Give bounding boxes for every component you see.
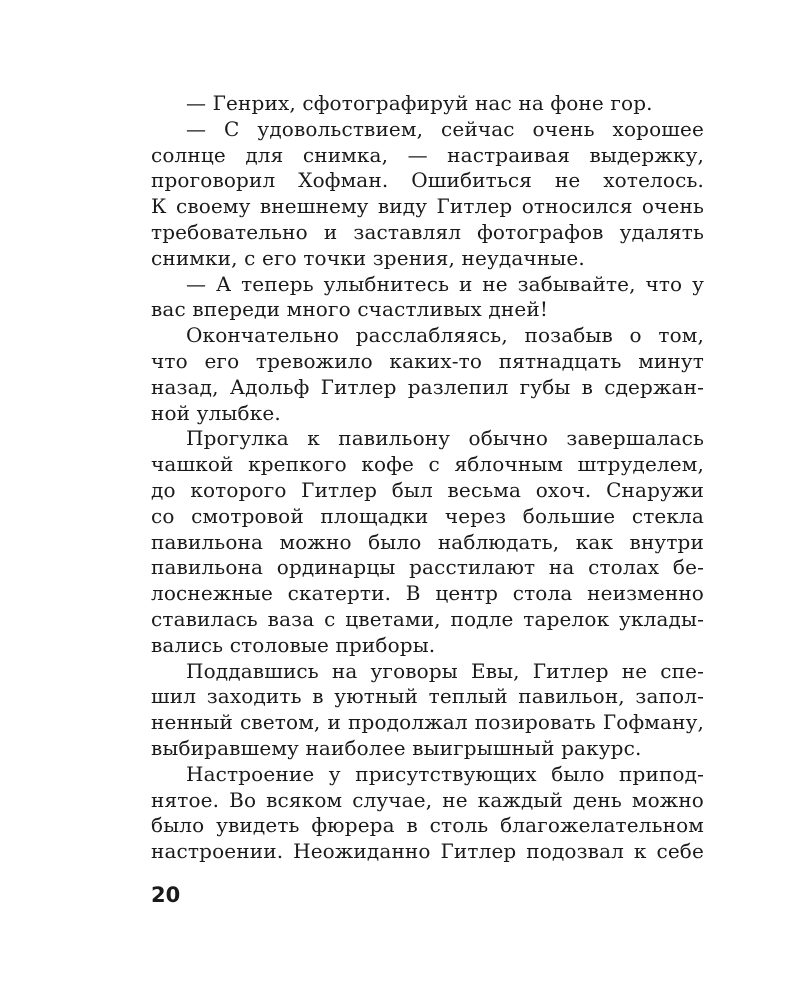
text-line: солнце для снимка, — настраивая выдержку, (151, 142, 704, 167)
text-line: Прогулка к павильону обычно завершалась (186, 426, 704, 451)
text-line: Окончательно расслабляясь, позабыв о том, (186, 323, 704, 348)
text-line: вались столовые приборы. (151, 632, 436, 657)
text-line: шил заходить в уютный теплый павильон, запол- (151, 684, 704, 709)
text-line: настроении. Неожиданно Гитлер подозвал к себе (151, 839, 704, 864)
text-line: требовательно и заставлял фотографов удалять (151, 219, 704, 244)
text-line: выбиравшему наиболее выигрышный ракурс. (151, 735, 642, 760)
text-line: ненный светом, и продолжал позировать Гофману, (151, 710, 704, 735)
text-line: ной улыбке. (151, 400, 281, 425)
text-line: К своему внешнему виду Гитлер относился очень (151, 194, 704, 219)
text-line: чашкой крепкого кофе с яблочным штруделем, (151, 452, 704, 477)
text-line: проговорил Хофман. Ошибиться не хотелось. (151, 168, 704, 193)
text-line: нятое. Во всяком случае, не каждый день можно (151, 787, 704, 812)
text-line: было увидеть фюрера в столь благожелательном (151, 813, 704, 838)
page-number: 20 (151, 883, 181, 907)
text-line: что его тревожило каких-то пятнадцать минут (151, 348, 704, 373)
text-line: вас впереди много счастливых дней! (151, 297, 549, 322)
text-line: до которого Гитлер был весьма охоч. Снаружи (151, 477, 704, 502)
body-text (151, 91, 704, 865)
text-line: лоснежные скатерти. В центр стола неизменно (151, 581, 704, 606)
text-line: снимки, с его точки зрения, неудачные. (151, 245, 585, 270)
text-line: павильона ординарцы расстилают на столах бе- (151, 555, 704, 580)
text-line: — С удовольствием, сейчас очень хорошее (186, 116, 704, 141)
text-line: — А теперь улыбнитесь и не забывайте, что у (186, 271, 704, 296)
text-line: Настроение у присутствующих было припод- (186, 761, 704, 786)
text-line: Поддавшись на уговоры Евы, Гитлер не спе- (186, 658, 704, 683)
text-line: назад, Адольф Гитлер разлепил губы в сдержан- (151, 374, 704, 399)
text-line: павильона можно было наблюдать, как внутри (151, 529, 704, 554)
text-line: — Генрих, сфотографируй нас на фоне гор. (186, 91, 653, 115)
text-line: со смотровой площадки через большие стекла (151, 503, 704, 528)
text-line: ставилась ваза с цветами, подле тарелок уклады- (151, 606, 704, 631)
